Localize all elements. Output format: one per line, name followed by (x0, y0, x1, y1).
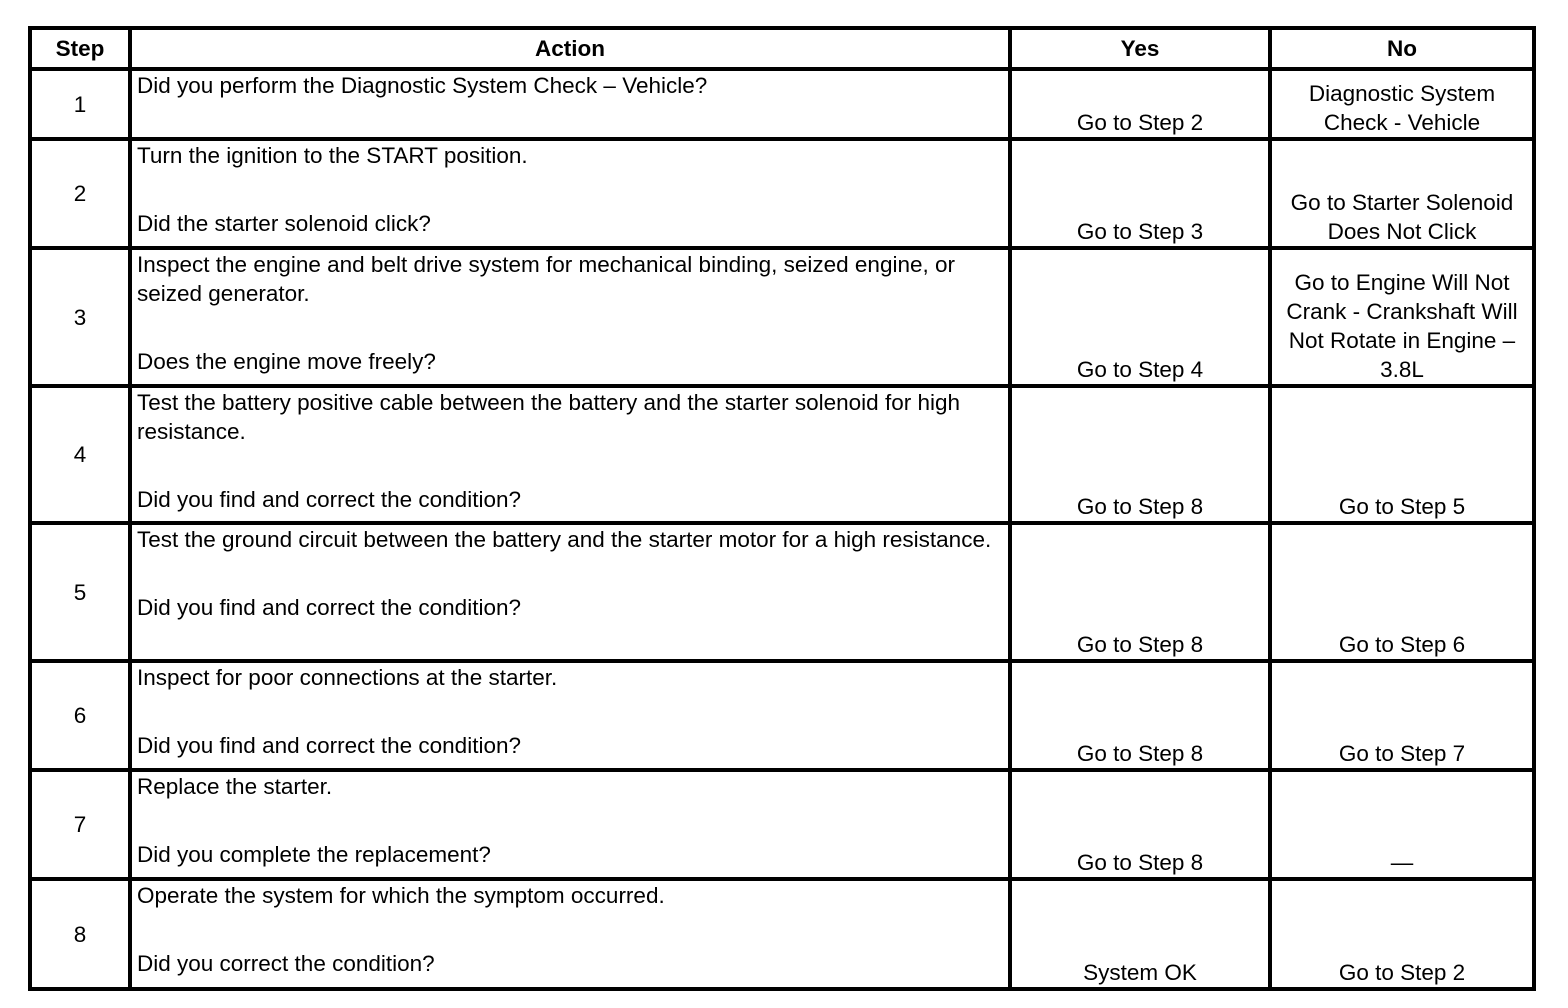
yes-result: Go to Step 8 (1010, 523, 1270, 661)
action-question: Did you find and correct the condition? (137, 733, 521, 758)
action-cell (130, 139, 1010, 248)
action-question: Did you perform the Diagnostic System Check – Vehicle? (137, 73, 708, 98)
step-number: 1 (30, 69, 130, 139)
table-row (30, 248, 1534, 386)
yes-column-header: Yes (1010, 28, 1270, 69)
no-result: Go to Starter Solenoid Does Not Click (1270, 139, 1534, 248)
yes-result: Go to Step 4 (1010, 248, 1270, 386)
action-question: Did you complete the replacement? (137, 842, 491, 867)
action-instruction: Test the battery positive cable between the battery and the starter solenoid for high resistance. (137, 390, 960, 444)
yes-result: Go to Step 3 (1010, 139, 1270, 248)
table-header-row (30, 28, 1534, 69)
table-row (30, 770, 1534, 879)
action-question: Did you find and correct the condition? (137, 595, 521, 620)
step-column-header: Step (30, 28, 130, 69)
action-cell (130, 661, 1010, 770)
table-row (30, 139, 1534, 248)
action-instruction: Operate the system for which the symptom occurred. (137, 883, 665, 908)
step-number: 3 (30, 248, 130, 386)
action-cell (130, 386, 1010, 523)
no-result: Go to Step 7 (1270, 661, 1534, 770)
action-instruction: Inspect for poor connections at the starter. (137, 665, 558, 690)
action-cell (130, 523, 1010, 661)
table-row (30, 661, 1534, 770)
diagnostic-table (28, 26, 1536, 991)
step-number: 7 (30, 770, 130, 879)
yes-result: Go to Step 8 (1010, 661, 1270, 770)
action-question: Did the starter solenoid click? (137, 211, 431, 236)
step-number: 6 (30, 661, 130, 770)
action-question: Did you find and correct the condition? (137, 487, 521, 512)
table-row (30, 523, 1534, 661)
yes-result: Go to Step 2 (1010, 69, 1270, 139)
action-cell (130, 69, 1010, 139)
action-cell (130, 879, 1010, 989)
action-instruction: Replace the starter. (137, 774, 333, 799)
table-row (30, 69, 1534, 139)
action-instruction: Turn the ignition to the START position. (137, 143, 528, 168)
no-result: Go to Step 5 (1270, 386, 1534, 523)
no-result: Go to Engine Will Not Crank - Crankshaft Will Not Rotate in Engine – 3.8L (1270, 248, 1534, 386)
table-row (30, 386, 1534, 523)
action-instruction: Test the ground circuit between the battery and the starter motor for a high resistance. (137, 527, 992, 552)
action-cell (130, 770, 1010, 879)
step-number: 4 (30, 386, 130, 523)
step-number: 8 (30, 879, 130, 989)
no-result: Diagnostic System Check - Vehicle (1270, 69, 1534, 139)
yes-result: System OK (1010, 879, 1270, 989)
no-result: — (1270, 770, 1534, 879)
action-question: Does the engine move freely? (137, 349, 436, 374)
action-instruction: Inspect the engine and belt drive system for mechanical binding, seized engine, or seized generator. (137, 252, 955, 306)
step-number: 5 (30, 523, 130, 661)
action-column-header: Action (130, 28, 1010, 69)
step-number: 2 (30, 139, 130, 248)
action-question: Did you correct the condition? (137, 951, 435, 976)
yes-result: Go to Step 8 (1010, 770, 1270, 879)
no-result: Go to Step 6 (1270, 523, 1534, 661)
no-column-header: No (1270, 28, 1534, 69)
yes-result: Go to Step 8 (1010, 386, 1270, 523)
action-cell (130, 248, 1010, 386)
no-result: Go to Step 2 (1270, 879, 1534, 989)
table-row (30, 879, 1534, 989)
